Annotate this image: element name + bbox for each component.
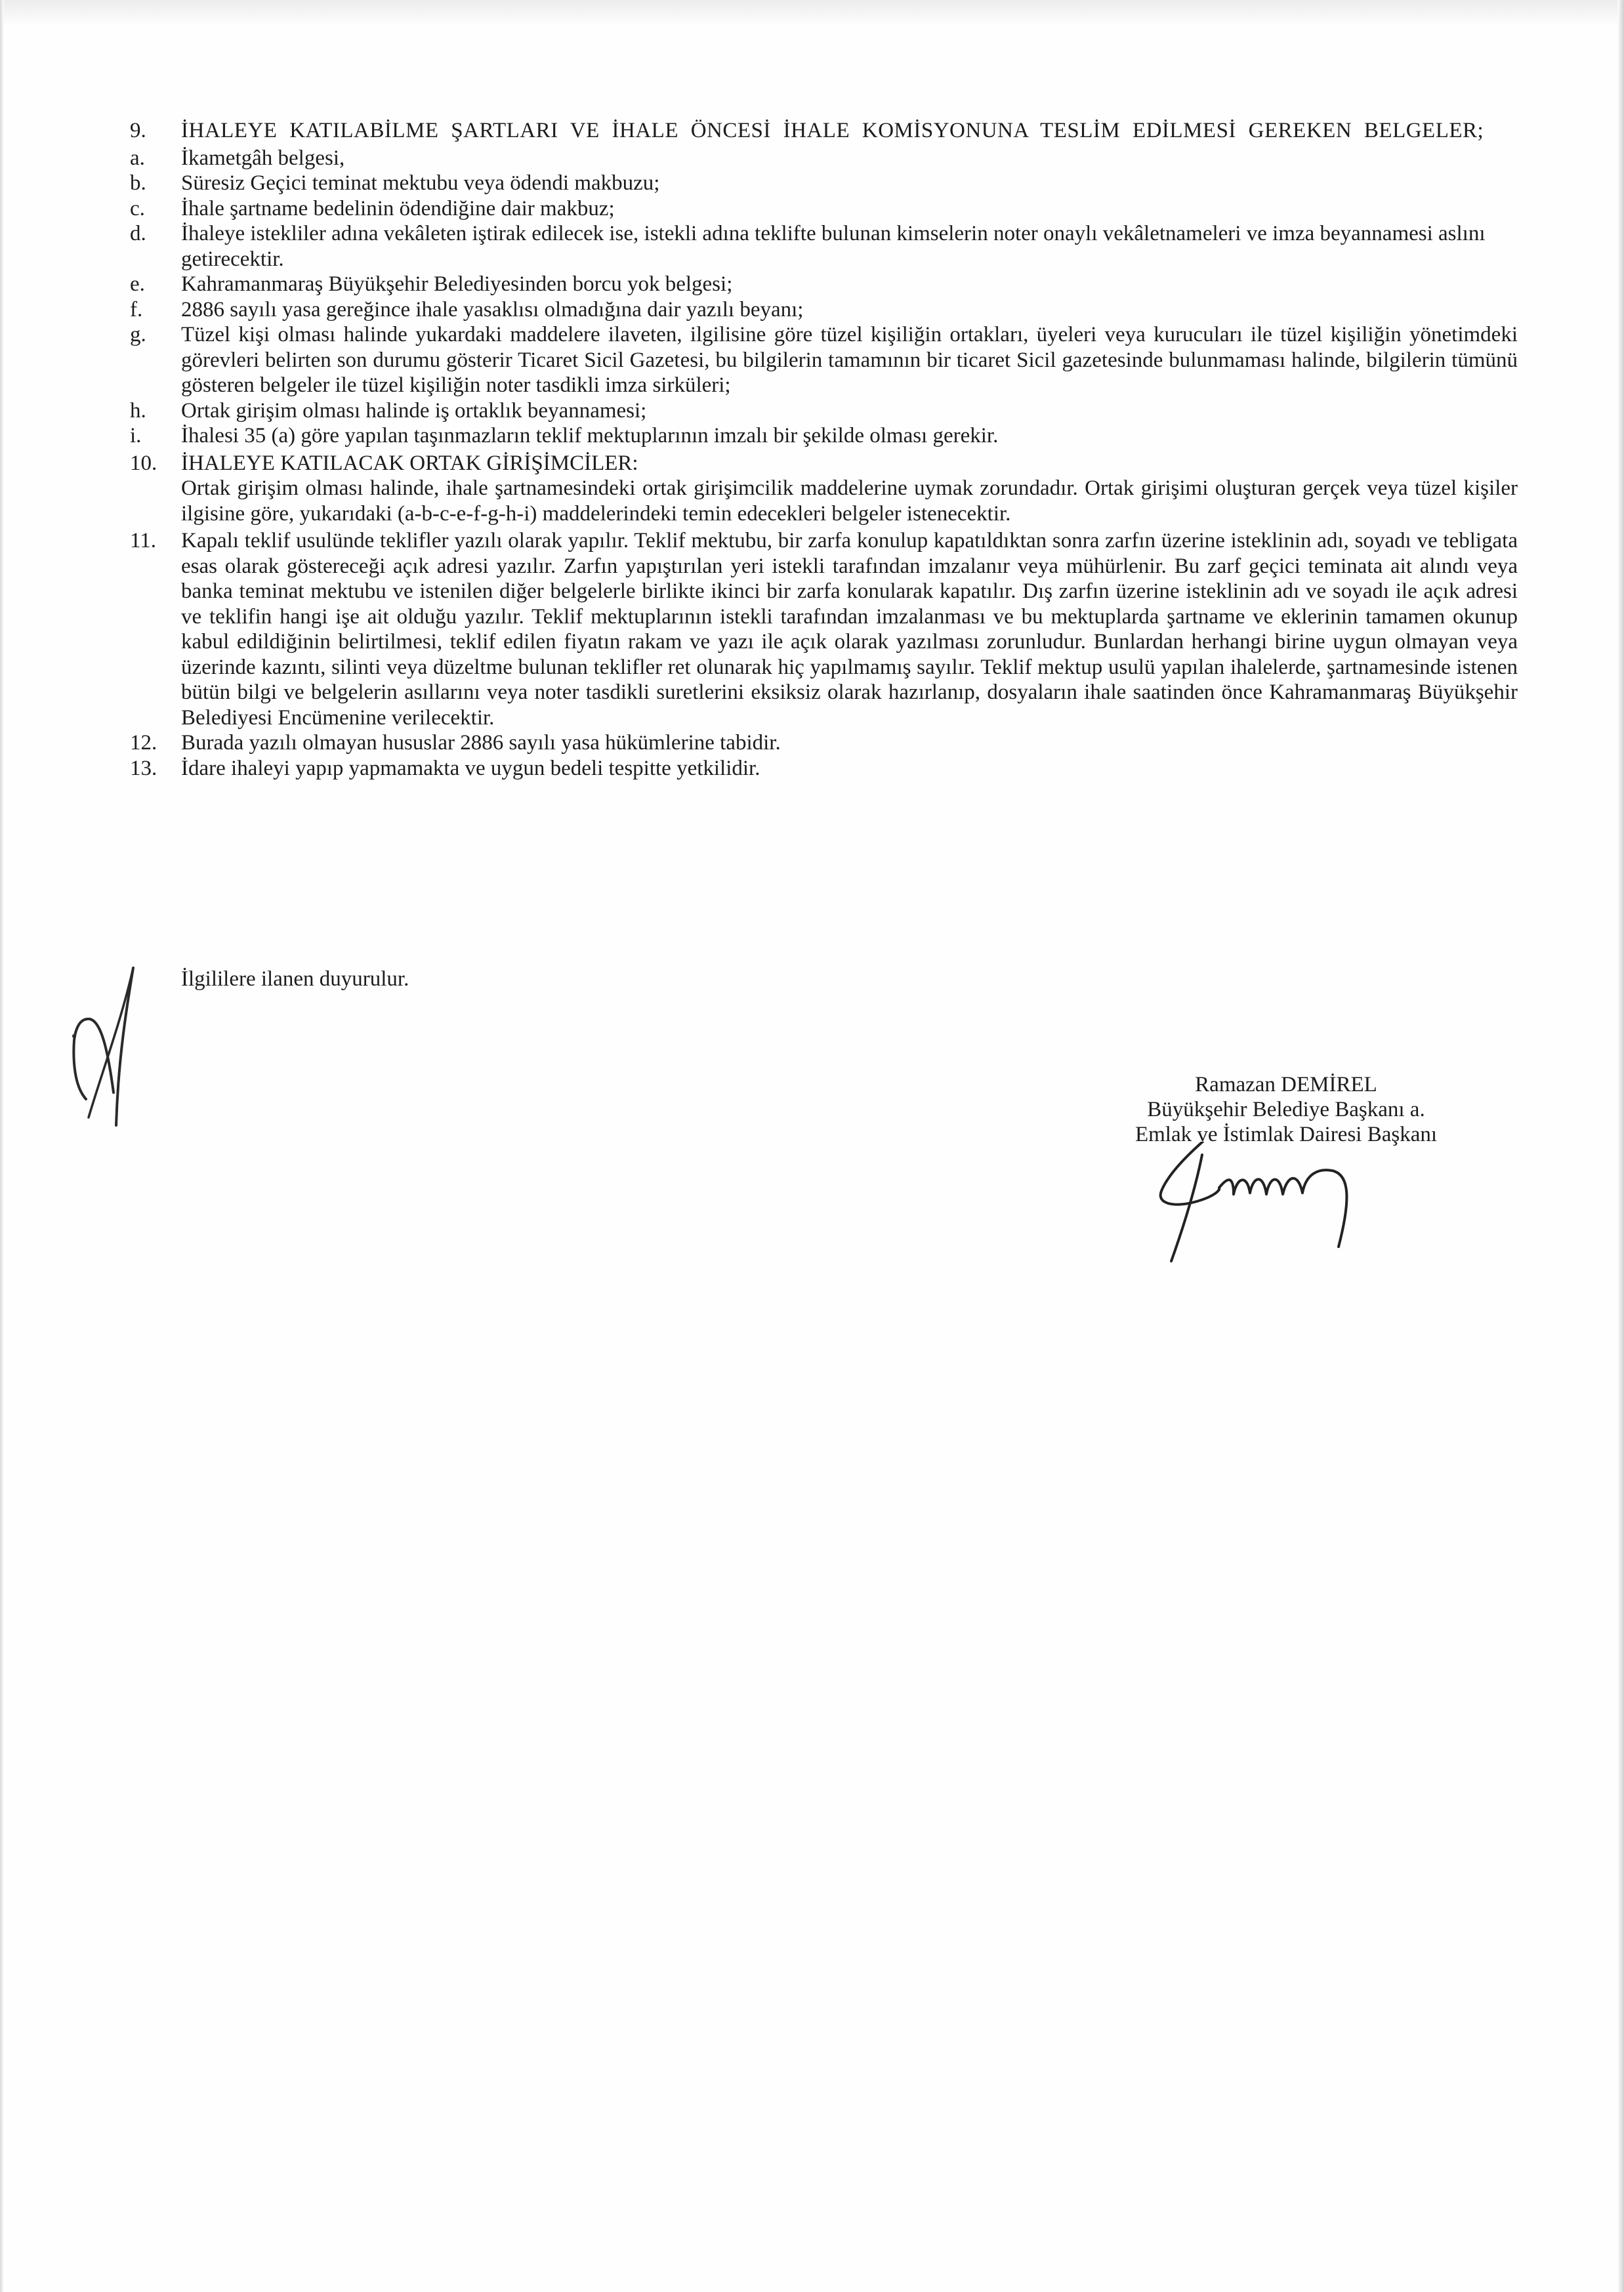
section-number: 10. xyxy=(130,451,157,475)
list-item-text: Tüzel kişi olması halinde yukardaki maddelere ilaveten, ilgilisine göre tüzel kişiliğin ortakları, üyeleri veya kurucuları ile tüzel kişiliğin yönetimdeki görevleri belirten son durumu gösterir Ticaret Sicil Gazetesi, bu bilgilerin tamamının bir ticaret Sicil gazetesinde bulunmaması halinde, bilgilerin tümünü gösteren belgeler ile tüzel kişiliğin noter tasdikli imza sirküleri; xyxy=(181,323,1518,397)
list-item-text: Ortak girişim olması halinde iş ortaklık beyannamesi; xyxy=(181,398,647,423)
signatory-title-line2: Emlak ve İstimlak Dairesi Başkanı xyxy=(1135,1123,1438,1146)
section-body-text: Kapalı teklif usulünde teklifler yazılı olarak yapılır. Teklif mektubu, bir zarfa konulup kapatıldıktan sonra zarfın üzerine isteklinin adı, soyadı ve tebligata esas olarak göstereceği açık adresi yazılır. Zarfın yapıştırılan yeri istekli tarafından imzalanır veya mühürlenir. Bu zarf geçici teminata ait alındı veya banka teminat mektubu ve istenilen diğer belgelerle birlikte ikinci bir zarfa konularak kapatılır. Dış zarfın üzerine isteklinin adı ve soyadı ile açık adresi ve teklifin hangi işe ait olduğu yazılır. Teklif mektuplarının istekli tarafından imzalanması ve bu mektuplarda şartname ve eklerinin tamamen okunup kabul edildiğinin belirtilmesi, teklif edilen fiyatın rakam ve yazı ile açık olarak yazılması zorunludur. Bunlardan herhangi birine uygun olmayan veya üzerinde kazıntı, silinti veya düzeltme bulunan teklifler ret olunarak hiç yapılmamış sayılır. Teklif mektup usulü yapılan ihalelerde, şartnamesinde istenen bütün bilgi ve belgelerin asıllarını veya noter tasdikli suretlerini eksiksiz olarak hazırlanıp, dosyaların ihale saatinden önce Kahramanmaraş Büyükşehir Belediyesi Encümenine verilecektir. xyxy=(181,529,1518,730)
section-number: 13. xyxy=(130,756,157,780)
scan-shadow-right xyxy=(1617,0,1624,2292)
section-number: 12. xyxy=(130,731,157,755)
list-item-text: İhale şartname bedelinin ödendiğine dair makbuz; xyxy=(181,196,615,220)
paraph-signature xyxy=(62,961,148,1132)
section-10-body xyxy=(130,476,1518,526)
signatory-name: Ramazan DEMİREL xyxy=(1195,1073,1377,1096)
list-item-label: d. xyxy=(130,222,146,245)
signatory-title-line1: Büyükşehir Belediye Başkanı a. xyxy=(1147,1098,1425,1121)
section-number: 9. xyxy=(130,119,146,142)
scan-shadow-left xyxy=(0,0,4,2292)
document-body xyxy=(130,118,1518,781)
section-11 xyxy=(130,528,1518,730)
list-item-text: Süresiz Geçici teminat mektubu veya ödendi makbuzu; xyxy=(181,171,660,195)
list-item-e xyxy=(130,272,1518,297)
list-item-text: İkametgâh belgesi, xyxy=(181,146,345,170)
list-item-g xyxy=(130,322,1518,398)
list-item-b xyxy=(130,171,1518,196)
list-item-label: c. xyxy=(130,196,145,220)
list-item-a xyxy=(130,146,1518,171)
section-13 xyxy=(130,756,1518,781)
list-item-text: 2886 sayılı yasa gereğince ihale yasaklısı olmadığına dair yazılı beyanı; xyxy=(181,297,804,322)
list-item-label: f. xyxy=(130,297,143,322)
list-item-label: e. xyxy=(130,272,145,296)
section-heading-text: İHALEYE KATILABİLME ŞARTLARI VE İHALE ÖNCESİ İHALE KOMİSYONUNA TESLİM EDİLMESİ GEREKEN BELGELER; xyxy=(181,119,1484,142)
signatory-block xyxy=(1102,1072,1470,1147)
list-item-label: h. xyxy=(130,398,146,423)
list-item-i xyxy=(130,423,1518,449)
section-9-heading xyxy=(130,118,1518,144)
list-item-text: İhalesi 35 (a) göre yapılan taşınmazların teklif mektuplarının imzalı bir şekilde olması gerekir. xyxy=(181,424,999,448)
section-number: 11. xyxy=(130,529,157,552)
list-item-d xyxy=(130,221,1518,272)
list-item-c xyxy=(130,196,1518,222)
closing-statement: İlgililere ilanen duyurulur. xyxy=(181,967,409,991)
section-body-text: Burada yazılı olmayan hususlar 2886 sayılı yasa hükümlerine tabidir. xyxy=(181,731,781,755)
list-item-text: Kahramanmaraş Büyükşehir Belediyesinden borcu yok belgesi; xyxy=(181,272,733,296)
list-item-label: i. xyxy=(130,424,142,448)
list-item-f xyxy=(130,297,1518,323)
list-item-text: İhaleye istekliler adına vekâleten iştirak edilecek ise, istekli adına teklifte bulunan kimselerin noter onaylı vekâletnameleri ve imza beyannamesi aslını getirecektir. xyxy=(181,222,1486,271)
handwritten-signature xyxy=(1142,1142,1378,1266)
list-item-label: b. xyxy=(130,171,146,195)
section-10-heading xyxy=(130,451,1518,476)
scan-shadow-top xyxy=(0,0,1624,26)
section-body-text: Ortak girişim olması halinde, ihale şartnamesindeki ortak girişimcilik maddelerine uymak zorundadır. Ortak girişimi oluşturan gerçek veya tüzel kişiler ilgisine göre, yukarıdaki (a-b-c-e-f-g-h-i) maddelerindeki temin edecekleri belgeler istenecektir. xyxy=(181,476,1518,526)
section-body-text: İdare ihaleyi yapıp yapmamakta ve uygun bedeli tespitte yetkilidir. xyxy=(181,756,760,780)
section-heading-text: İHALEYE KATILACAK ORTAK GİRİŞİMCİLER: xyxy=(181,451,638,475)
list-item-label: g. xyxy=(130,323,146,346)
list-item-h xyxy=(130,398,1518,424)
list-item-label: a. xyxy=(130,146,145,170)
section-12 xyxy=(130,730,1518,756)
